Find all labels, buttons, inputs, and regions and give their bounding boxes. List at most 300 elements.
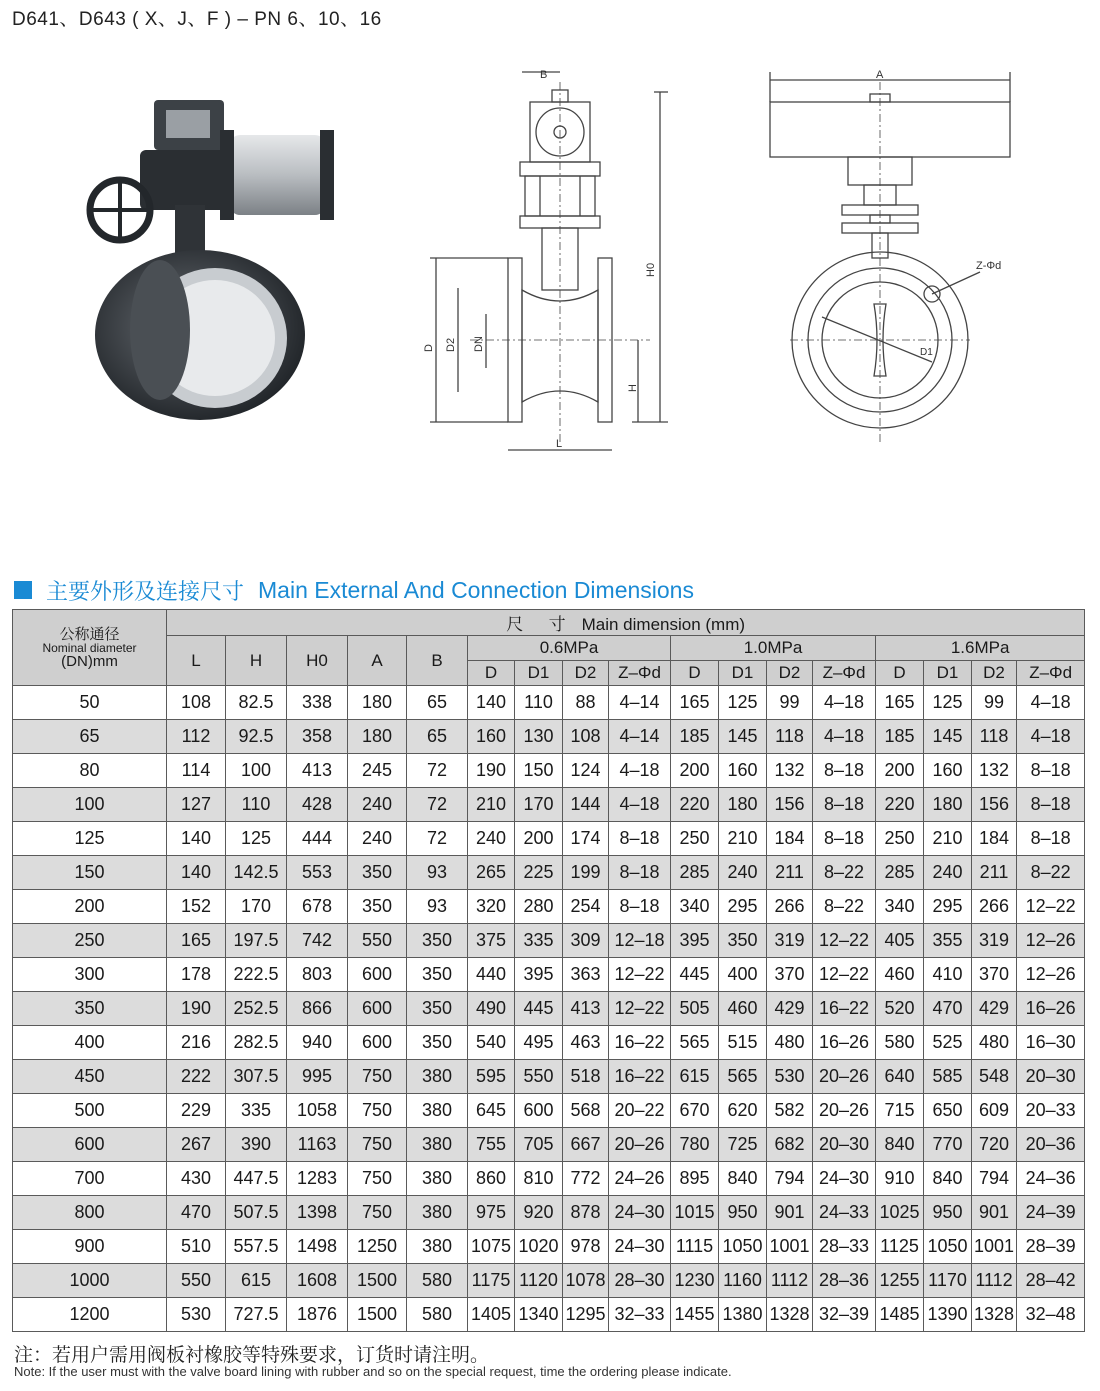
value-cell: 950 [924,1196,972,1230]
value-cell: 200 [671,754,719,788]
value-cell: 1112 [972,1264,1017,1298]
value-cell: 307.5 [226,1060,287,1094]
value-cell: 565 [719,1060,767,1094]
value-cell: 145 [719,720,767,754]
pressure-header: 1.6MPa [876,636,1085,661]
value-cell: 124 [563,754,609,788]
pressure-header: 1.0MPa [671,636,876,661]
value-cell: 715 [876,1094,924,1128]
dn-cell: 50 [13,686,167,720]
note-en: Note: If the user must with the valve board lining with rubber and so on the special request, time the ordering please indicate. [14,1364,732,1379]
value-cell: 770 [924,1128,972,1162]
value-cell: 16–22 [813,992,876,1026]
value-cell: 82.5 [226,686,287,720]
value-cell: 65 [407,720,468,754]
value-cell: 370 [972,958,1017,992]
value-cell: 1340 [515,1298,563,1332]
table-row [13,958,1085,992]
value-cell: 1230 [671,1264,719,1298]
value-cell: 1405 [468,1298,515,1332]
value-cell: 585 [924,1060,972,1094]
value-cell: 440 [468,958,515,992]
dn-cell: 250 [13,924,167,958]
value-cell: 72 [407,754,468,788]
value-cell: 1398 [287,1196,348,1230]
label-H: H [627,384,639,392]
value-cell: 405 [876,924,924,958]
value-cell: 180 [924,788,972,822]
value-cell: 265 [468,856,515,890]
value-cell: 335 [515,924,563,958]
value-cell: 12–22 [813,958,876,992]
value-cell: 645 [468,1094,515,1128]
value-cell: 285 [876,856,924,890]
value-cell: 180 [348,720,407,754]
value-cell: 1455 [671,1298,719,1332]
value-cell: 267 [167,1128,226,1162]
value-cell: 1328 [767,1298,813,1332]
label-D: D [423,344,435,352]
value-cell: 975 [468,1196,515,1230]
value-cell: 127 [167,788,226,822]
value-cell: 580 [876,1026,924,1060]
value-cell: 550 [348,924,407,958]
value-cell: 150 [515,754,563,788]
value-cell: 1608 [287,1264,348,1298]
value-cell: 216 [167,1026,226,1060]
value-cell: 118 [972,720,1017,754]
value-cell: 24–36 [1017,1162,1085,1196]
table-row [13,890,1085,924]
value-cell: 210 [468,788,515,822]
value-cell: 99 [767,686,813,720]
value-cell: 609 [972,1094,1017,1128]
value-cell: 727.5 [226,1298,287,1332]
dn-cell: 400 [13,1026,167,1060]
note-cn: 注：若用户需用阀板衬橡胶等特殊要求，订货时请注明。 [14,1344,490,1366]
value-cell: 568 [563,1094,609,1128]
value-cell: 350 [407,924,468,958]
value-cell: 794 [767,1162,813,1196]
value-cell: 380 [407,1128,468,1162]
value-cell: 780 [671,1128,719,1162]
value-cell: 580 [407,1298,468,1332]
value-cell: 165 [876,686,924,720]
value-cell: 910 [876,1162,924,1196]
value-cell: 4–18 [1017,720,1085,754]
value-cell: 240 [924,856,972,890]
value-cell: 1058 [287,1094,348,1128]
value-cell: 24–33 [813,1196,876,1230]
table-row [13,754,1085,788]
value-cell: 190 [468,754,515,788]
value-cell: 1050 [719,1230,767,1264]
value-cell: 840 [719,1162,767,1196]
value-cell: 413 [563,992,609,1026]
table-row [13,822,1085,856]
value-cell: 184 [767,822,813,856]
sub-col-header: D2 [972,661,1017,686]
value-cell: 165 [671,686,719,720]
value-cell: 266 [767,890,813,924]
value-cell: 20–26 [813,1094,876,1128]
value-cell: 1500 [348,1264,407,1298]
value-cell: 350 [407,958,468,992]
sub-col-header: Z–Φd [1017,661,1085,686]
table-row [13,1128,1085,1162]
value-cell: 112 [167,720,226,754]
value-cell: 520 [876,992,924,1026]
value-cell: 222.5 [226,958,287,992]
value-cell: 395 [515,958,563,992]
value-cell: 600 [348,992,407,1026]
value-cell: 180 [348,686,407,720]
sub-col-header: D2 [767,661,813,686]
value-cell: 125 [719,686,767,720]
value-cell: 20–26 [609,1128,671,1162]
value-cell: 20–36 [1017,1128,1085,1162]
value-cell: 140 [167,822,226,856]
dn-cell: 500 [13,1094,167,1128]
value-cell: 518 [563,1060,609,1094]
value-cell: 445 [515,992,563,1026]
value-cell: 400 [719,958,767,992]
value-cell: 108 [167,686,226,720]
value-cell: 525 [924,1026,972,1060]
value-cell: 20–30 [1017,1060,1085,1094]
value-cell: 460 [719,992,767,1026]
value-cell: 445 [671,958,719,992]
value-cell: 1498 [287,1230,348,1264]
value-cell: 8–22 [813,856,876,890]
value-cell: 1160 [719,1264,767,1298]
value-cell: 240 [348,788,407,822]
dimensions-table [12,609,1085,1332]
value-cell: 480 [767,1026,813,1060]
page-title: D641、D643 ( X、J、F ) – PN 6、10、16 [12,9,382,30]
value-cell: 266 [972,890,1017,924]
value-cell: 901 [767,1196,813,1230]
value-cell: 1295 [563,1298,609,1332]
value-cell: 615 [226,1264,287,1298]
value-cell: 88 [563,686,609,720]
table-row [13,1026,1085,1060]
value-cell: 750 [348,1162,407,1196]
value-cell: 4–14 [609,720,671,754]
value-cell: 32–39 [813,1298,876,1332]
value-cell: 24–30 [609,1196,671,1230]
value-cell: 1025 [876,1196,924,1230]
label-DN: DN [473,336,485,352]
value-cell: 156 [972,788,1017,822]
table-row [13,1094,1085,1128]
value-cell: 20–30 [813,1128,876,1162]
value-cell: 358 [287,720,348,754]
value-cell: 355 [924,924,972,958]
value-cell: 490 [468,992,515,1026]
value-cell: 319 [767,924,813,958]
value-cell: 460 [876,958,924,992]
value-cell: 295 [924,890,972,924]
value-cell: 4–18 [609,754,671,788]
value-cell: 363 [563,958,609,992]
value-cell: 12–22 [609,992,671,1026]
sub-col-header: D2 [563,661,609,686]
dn-cell: 600 [13,1128,167,1162]
value-cell: 580 [407,1264,468,1298]
col-header-a: A [348,636,407,686]
value-cell: 755 [468,1128,515,1162]
value-cell: 28–42 [1017,1264,1085,1298]
value-cell: 1120 [515,1264,563,1298]
label-A: A [876,69,884,81]
value-cell: 1078 [563,1264,609,1298]
table-row [13,1298,1085,1332]
value-cell: 16–22 [609,1060,671,1094]
table-row [13,686,1085,720]
value-cell: 515 [719,1026,767,1060]
value-cell: 108 [563,720,609,754]
value-cell: 178 [167,958,226,992]
value-cell: 600 [348,958,407,992]
label-D1: D1 [920,347,933,358]
value-cell: 505 [671,992,719,1026]
value-cell: 413 [287,754,348,788]
value-cell: 252.5 [226,992,287,1026]
value-cell: 640 [876,1060,924,1094]
value-cell: 145 [924,720,972,754]
value-cell: 250 [671,822,719,856]
value-cell: 295 [719,890,767,924]
value-cell: 240 [468,822,515,856]
sub-col-header: Z–Φd [813,661,876,686]
value-cell: 350 [719,924,767,958]
value-cell: 132 [767,754,813,788]
front-elevation-drawing [410,62,690,462]
value-cell: 4–18 [813,720,876,754]
value-cell: 12–22 [609,958,671,992]
value-cell: 595 [468,1060,515,1094]
sub-col-header: D [876,661,924,686]
col-header-h0: H0 [287,636,348,686]
value-cell: 550 [167,1264,226,1298]
dn-cell: 1200 [13,1298,167,1332]
value-cell: 1485 [876,1298,924,1332]
value-cell: 1876 [287,1298,348,1332]
dn-cell: 1000 [13,1264,167,1298]
value-cell: 280 [515,890,563,924]
sub-col-header: D1 [924,661,972,686]
value-cell: 92.5 [226,720,287,754]
value-cell: 8–18 [1017,754,1085,788]
value-cell: 866 [287,992,348,1026]
value-cell: 144 [563,788,609,822]
value-cell: 16–26 [1017,992,1085,1026]
side-elevation-drawing [760,62,1060,462]
value-cell: 160 [719,754,767,788]
value-cell: 185 [876,720,924,754]
value-cell: 380 [407,1196,468,1230]
value-cell: 725 [719,1128,767,1162]
value-cell: 229 [167,1094,226,1128]
value-cell: 480 [972,1026,1017,1060]
value-cell: 140 [167,856,226,890]
value-cell: 720 [972,1128,1017,1162]
value-cell: 803 [287,958,348,992]
value-cell: 565 [671,1026,719,1060]
value-cell: 180 [719,788,767,822]
value-cell: 12–26 [1017,958,1085,992]
value-cell: 380 [407,1162,468,1196]
value-cell: 125 [924,686,972,720]
dn-cell: 150 [13,856,167,890]
value-cell: 12–22 [813,924,876,958]
table-row [13,856,1085,890]
value-cell: 350 [407,1026,468,1060]
value-cell: 99 [972,686,1017,720]
value-cell: 8–18 [609,890,671,924]
value-cell: 340 [876,890,924,924]
value-cell: 380 [407,1060,468,1094]
value-cell: 12–22 [1017,890,1085,924]
value-cell: 28–36 [813,1264,876,1298]
col-header-l: L [167,636,226,686]
dn-cell: 350 [13,992,167,1026]
value-cell: 620 [719,1094,767,1128]
value-cell: 1125 [876,1230,924,1264]
value-cell: 240 [348,822,407,856]
value-cell: 530 [167,1298,226,1332]
value-cell: 200 [876,754,924,788]
dn-cell: 80 [13,754,167,788]
value-cell: 125 [226,822,287,856]
value-cell: 507.5 [226,1196,287,1230]
value-cell: 225 [515,856,563,890]
dn-cell: 100 [13,788,167,822]
value-cell: 245 [348,754,407,788]
dn-cell: 450 [13,1060,167,1094]
dn-header: 公称通径 Nominal diameter (DN)mm [13,610,167,686]
value-cell: 950 [719,1196,767,1230]
value-cell: 940 [287,1026,348,1060]
dn-cell: 900 [13,1230,167,1264]
value-cell: 510 [167,1230,226,1264]
value-cell: 444 [287,822,348,856]
value-cell: 4–18 [813,686,876,720]
value-cell: 4–18 [609,788,671,822]
value-cell: 750 [348,1196,407,1230]
value-cell: 682 [767,1128,813,1162]
value-cell: 1001 [972,1230,1017,1264]
value-cell: 24–30 [609,1230,671,1264]
value-cell: 20–26 [813,1060,876,1094]
value-cell: 463 [563,1026,609,1060]
table-row [13,1264,1085,1298]
value-cell: 93 [407,856,468,890]
dn-cell: 200 [13,890,167,924]
value-cell: 794 [972,1162,1017,1196]
value-cell: 530 [767,1060,813,1094]
value-cell: 16–22 [609,1026,671,1060]
value-cell: 142.5 [226,856,287,890]
value-cell: 8–18 [609,856,671,890]
value-cell: 750 [348,1128,407,1162]
value-cell: 32–33 [609,1298,671,1332]
value-cell: 184 [972,822,1017,856]
value-cell: 118 [767,720,813,754]
col-header-h: H [226,636,287,686]
value-cell: 8–22 [1017,856,1085,890]
value-cell: 4–14 [609,686,671,720]
sub-col-header: D1 [515,661,563,686]
table-row [13,720,1085,754]
value-cell: 8–18 [813,822,876,856]
label-L: L [556,438,563,450]
value-cell: 319 [972,924,1017,958]
value-cell: 4–18 [1017,686,1085,720]
value-cell: 470 [167,1196,226,1230]
value-cell: 375 [468,924,515,958]
value-cell: 705 [515,1128,563,1162]
value-cell: 1020 [515,1230,563,1264]
value-cell: 1112 [767,1264,813,1298]
value-cell: 340 [671,890,719,924]
value-cell: 615 [671,1060,719,1094]
dn-cell: 125 [13,822,167,856]
value-cell: 380 [407,1230,468,1264]
dn-cell: 800 [13,1196,167,1230]
value-cell: 93 [407,890,468,924]
section-heading-cn: 主要外形及连接尺寸 [46,579,245,605]
value-cell: 350 [348,890,407,924]
value-cell: 20–33 [1017,1094,1085,1128]
value-cell: 8–18 [813,754,876,788]
table-row [13,992,1085,1026]
value-cell: 309 [563,924,609,958]
value-cell: 282.5 [226,1026,287,1060]
value-cell: 16–26 [813,1026,876,1060]
value-cell: 540 [468,1026,515,1060]
value-cell: 72 [407,822,468,856]
value-cell: 470 [924,992,972,1026]
value-cell: 600 [348,1026,407,1060]
label-H0: H0 [645,262,657,277]
value-cell: 114 [167,754,226,788]
value-cell: 254 [563,890,609,924]
value-cell: 810 [515,1162,563,1196]
value-cell: 1250 [348,1230,407,1264]
value-cell: 28–33 [813,1230,876,1264]
value-cell: 920 [515,1196,563,1230]
value-cell: 995 [287,1060,348,1094]
value-cell: 170 [226,890,287,924]
value-cell: 1380 [719,1298,767,1332]
value-cell: 380 [407,1094,468,1128]
value-cell: 250 [876,822,924,856]
value-cell: 185 [671,720,719,754]
value-cell: 557.5 [226,1230,287,1264]
value-cell: 222 [167,1060,226,1094]
table-row [13,1162,1085,1196]
value-cell: 1115 [671,1230,719,1264]
value-cell: 211 [972,856,1017,890]
value-cell: 12–18 [609,924,671,958]
value-cell: 1001 [767,1230,813,1264]
value-cell: 495 [515,1026,563,1060]
value-cell: 901 [972,1196,1017,1230]
value-cell: 429 [972,992,1017,1026]
value-cell: 350 [348,856,407,890]
